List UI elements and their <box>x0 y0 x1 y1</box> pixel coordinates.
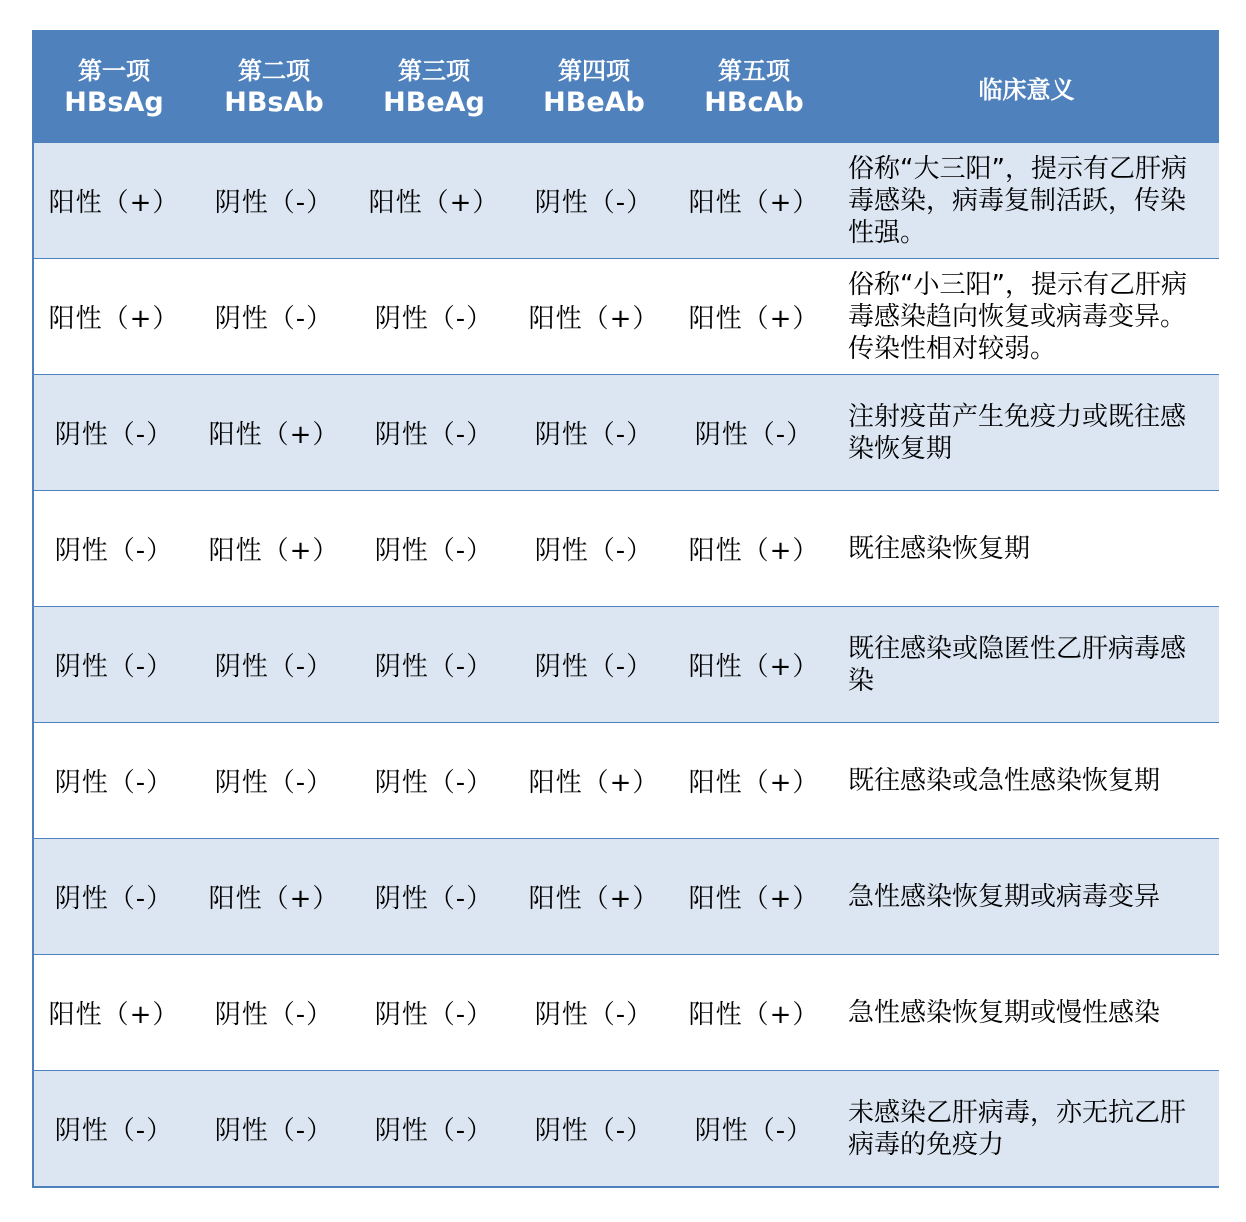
cell-hbsag: 阴性（-） <box>34 1071 194 1187</box>
cell-clinical-meaning: 急性感染恢复期或慢性感染 <box>834 955 1219 1071</box>
table-row <box>34 839 1219 955</box>
cell-hbsab: 阴性（-） <box>194 143 354 259</box>
table-row <box>34 375 1219 491</box>
cell-hbeab: 阳性（+） <box>514 723 674 839</box>
cell-hbsab: 阴性（-） <box>194 607 354 723</box>
table-header <box>34 32 1219 143</box>
cell-clinical-meaning: 注射疫苗产生免疫力或既往感染恢复期 <box>834 375 1219 491</box>
cell-hbsag: 阴性（-） <box>34 723 194 839</box>
cell-hbsab: 阳性（+） <box>194 375 354 491</box>
header-marker-name: HBeAb <box>543 86 645 118</box>
header-hbeab <box>514 32 674 143</box>
cell-clinical-meaning: 急性感染恢复期或病毒变异 <box>834 839 1219 955</box>
header-marker-name: HBsAg <box>64 86 164 118</box>
cell-hbsab: 阴性（-） <box>194 1071 354 1187</box>
table-row <box>34 607 1219 723</box>
table-row <box>34 1071 1219 1187</box>
cell-hbsab: 阴性（-） <box>194 955 354 1071</box>
cell-hbeab: 阳性（+） <box>514 259 674 375</box>
cell-hbsag: 阴性（-） <box>34 491 194 607</box>
header-item-label: 第四项 <box>558 56 630 85</box>
cell-hbcab: 阴性（-） <box>674 1071 834 1187</box>
cell-hbcab: 阳性（+） <box>674 839 834 955</box>
header-hbeag <box>354 32 514 143</box>
cell-hbcab: 阳性（+） <box>674 607 834 723</box>
table-row <box>34 491 1219 607</box>
cell-hbsag: 阴性（-） <box>34 375 194 491</box>
cell-hbsag: 阴性（-） <box>34 607 194 723</box>
cell-hbeag: 阴性（-） <box>354 955 514 1071</box>
cell-clinical-meaning: 既往感染或急性感染恢复期 <box>834 723 1219 839</box>
cell-hbeab: 阴性（-） <box>514 375 674 491</box>
cell-hbsag: 阳性（+） <box>34 955 194 1071</box>
hbv-marker-table-container <box>32 30 1219 1188</box>
cell-hbeab: 阴性（-） <box>514 955 674 1071</box>
cell-hbcab: 阴性（-） <box>674 375 834 491</box>
cell-hbsab: 阳性（+） <box>194 839 354 955</box>
cell-hbcab: 阳性（+） <box>674 259 834 375</box>
header-meaning-label: 临床意义 <box>978 75 1075 104</box>
cell-hbsag: 阴性（-） <box>34 839 194 955</box>
table-body <box>34 143 1219 1187</box>
cell-clinical-meaning: 俗称“大三阳”，提示有乙肝病毒感染，病毒复制活跃，传染性强。 <box>834 143 1219 259</box>
cell-clinical-meaning: 既往感染或隐匿性乙肝病毒感染 <box>834 607 1219 723</box>
cell-hbeab: 阴性（-） <box>514 491 674 607</box>
header-item-label: 第五项 <box>718 56 790 85</box>
cell-hbcab: 阳性（+） <box>674 955 834 1071</box>
cell-hbsab: 阳性（+） <box>194 491 354 607</box>
header-item-label: 第一项 <box>78 56 150 85</box>
header-hbcab <box>674 32 834 143</box>
cell-hbeag: 阴性（-） <box>354 491 514 607</box>
header-row <box>34 32 1219 143</box>
cell-hbcab: 阳性（+） <box>674 491 834 607</box>
table-row <box>34 143 1219 259</box>
header-item-label: 第三项 <box>398 56 470 85</box>
cell-clinical-meaning: 既往感染恢复期 <box>834 491 1219 607</box>
header-hbsab <box>194 32 354 143</box>
cell-hbsab: 阴性（-） <box>194 259 354 375</box>
cell-hbeag: 阴性（-） <box>354 607 514 723</box>
cell-hbcab: 阳性（+） <box>674 723 834 839</box>
cell-hbeab: 阴性（-） <box>514 1071 674 1187</box>
header-item-label: 第二项 <box>238 56 310 85</box>
cell-hbsag: 阳性（+） <box>34 259 194 375</box>
table-row <box>34 955 1219 1071</box>
cell-hbeab: 阴性（-） <box>514 607 674 723</box>
header-marker-name: HBsAb <box>224 86 324 118</box>
header-hbsag <box>34 32 194 143</box>
cell-hbsag: 阳性（+） <box>34 143 194 259</box>
cell-hbeag: 阴性（-） <box>354 375 514 491</box>
cell-clinical-meaning: 俗称“小三阳”，提示有乙肝病毒感染趋向恢复或病毒变异。传染性相对较弱。 <box>834 259 1219 375</box>
header-marker-name: HBcAb <box>704 86 804 118</box>
cell-clinical-meaning: 未感染乙肝病毒，亦无抗乙肝病毒的免疫力 <box>834 1071 1219 1187</box>
hbv-marker-table <box>34 32 1219 1186</box>
cell-hbeag: 阳性（+） <box>354 143 514 259</box>
cell-hbeag: 阴性（-） <box>354 259 514 375</box>
header-clinical-meaning <box>834 32 1219 143</box>
cell-hbeab: 阴性（-） <box>514 143 674 259</box>
cell-hbcab: 阳性（+） <box>674 143 834 259</box>
cell-hbsab: 阴性（-） <box>194 723 354 839</box>
cell-hbeag: 阴性（-） <box>354 723 514 839</box>
cell-hbeab: 阳性（+） <box>514 839 674 955</box>
table-row <box>34 259 1219 375</box>
table-row <box>34 723 1219 839</box>
cell-hbeag: 阴性（-） <box>354 839 514 955</box>
header-marker-name: HBeAg <box>383 86 485 118</box>
cell-hbeag: 阴性（-） <box>354 1071 514 1187</box>
